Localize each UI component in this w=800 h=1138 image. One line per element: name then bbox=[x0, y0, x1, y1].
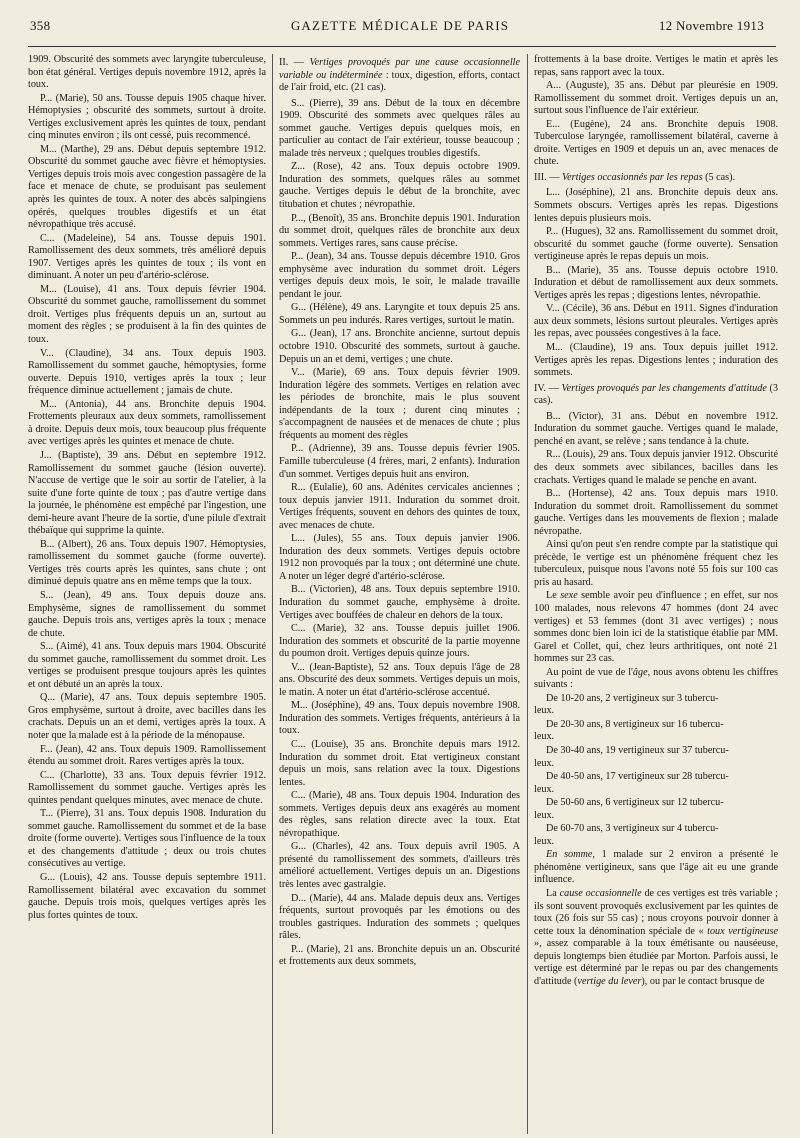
age-stat-line: leux. bbox=[534, 731, 555, 743]
case-paragraph: T... (Pierre), 31 ans. Toux depuis 1908. Induration du sommet gauche. Ramollissement du sommet et de la base droite (forme ouverte). Vertiges sous l'influence de la toux et des changements d'attitude ; deux ou trois chutes consécutives au vertige. bbox=[28, 808, 266, 870]
age-stat-list bbox=[534, 693, 778, 849]
case-paragraph: C... (Marie), 32 ans. Tousse depuis juillet 1906. Induration des sommets et obscurité de la partie moyenne du poumon droit. Vertiges depuis quinze jours. bbox=[279, 623, 520, 660]
case-paragraph: P... (Marie), 21 ans. Bronchite depuis un an. Obscurité et frottements aux deux sommets, bbox=[279, 943, 520, 968]
age-stat-line: De 50-60 ans, 6 vertigineux sur 12 tubercu- bbox=[546, 797, 724, 809]
text-run: Le bbox=[546, 590, 561, 602]
case-paragraph: M... (Claudine), 19 ans. Toux depuis juillet 1912. Vertiges après les repas. Digestions lentes ; induration des sommets. bbox=[534, 342, 778, 379]
case-paragraph: P..., (Benoît), 35 ans. Bronchite depuis 1901. Induration du sommet droit, quelques râles de bronchite aux deux sommets. Vertiges rares, sans cause précise. bbox=[279, 212, 520, 249]
case-paragraph: M... (Antonia), 44 ans. Bronchite depuis 1904. Frottements pleuraux aux deux sommets, ramollissement à droite. Depuis deux mois, toux beaucoup plus fréquente avec vertiges après les quintes et menace de chute. bbox=[28, 398, 266, 448]
column-divider bbox=[527, 54, 528, 1134]
emphasis: cause occasionnelle bbox=[559, 888, 642, 899]
emphasis: vertige du lever bbox=[577, 975, 642, 987]
case-paragraph: S... (Aimé), 41 ans. Toux depuis mars 1904. Obscurité du sommet gauche, ramollissement du sommet droit. Les vertiges se produisent presque toujours après les quintes et ont débuté un an après la toux. bbox=[28, 641, 266, 690]
case-paragraph: B... (Victor), 31 ans. Début en novembre 1912. Induration du sommet gauche. Vertiges quand le malade, penché en avant, se relève ; sans tendance à la chute. bbox=[534, 410, 778, 447]
column-divider bbox=[272, 54, 273, 1134]
section-number: III. — bbox=[534, 171, 560, 183]
section-title: Vertiges provoqués par les changements d'attitude bbox=[561, 382, 767, 394]
age-stat-line: leux. bbox=[534, 835, 555, 847]
case-paragraph: B... (Albert), 26 ans. Toux depuis 1907. Hémoptysies, ramollissement du sommet gauche (forme ouverte). Vertiges très courts après les quintes, sans chute ; ont diminué depuis quatre ans en même temps que la toux. bbox=[28, 538, 266, 588]
case-paragraph: G... (Jean), 17 ans. Bronchite ancienne, surtout depuis octobre 1910. Obscurité des sommets, surtout à gauche. Depuis un an et demi, vertiges ; une chute. bbox=[279, 328, 520, 365]
age-stat-line: De 10-20 ans, 2 vertigineux sur 3 tubercu- bbox=[546, 692, 719, 704]
age-stat-line: leux. bbox=[534, 757, 555, 769]
case-paragraph: F... (Jean), 42 ans. Toux depuis 1909. Ramollissement étendu au sommet droit. Rares vertiges après la toux. bbox=[28, 743, 266, 768]
section-subtitle: : toux, digestion, efforts, contact de l'air froid, etc. (21 cas). bbox=[279, 69, 520, 94]
case-paragraph: J... (Baptiste), 39 ans. Début en septembre 1912. Ramollissement du sommet gauche (lésion ouverte). N'accuse de vertige que le soir au sortir de l'atelier, à la suite d'une forte quinte de toux ; pas d'autre vertige dans la journée, le phénomène est empêché par l'ingestion, une demi-heure avant l'heure de la sortie, d'une pilule d'extrait thébaïque qui supprime la quinte. bbox=[28, 449, 266, 537]
age-stat-line: leux. bbox=[534, 783, 555, 795]
case-paragraph: E... (Eugène), 24 ans. Bronchite depuis 1908. Tuberculose laryngée, ramollissement bilatéral, caverne à droite. Vertiges en 1909 et depuis un an, avec menaces de chute. bbox=[534, 118, 778, 168]
case-paragraph: C... (Charlotte), 33 ans. Toux depuis février 1912. Ramollissement du sommet gauche. Vertiges après les quintes pendant quelques minutes, avec menace de chute. bbox=[28, 769, 266, 806]
case-paragraph: R... (Eulalie), 60 ans. Adénites cervicales anciennes ; toux depuis janvier 1911. Induration du sommet droit. Vertiges fréquents, souvent en dehors des quintes de toux, avec menaces de chute. bbox=[279, 482, 520, 531]
case-paragraph: B... (Hortense), 42 ans. Toux depuis mars 1910. Induration du sommet droit. Ramollissement du sommet gauche. Vertiges dans les mouvements de flexion ; malade névropathe. bbox=[534, 488, 778, 537]
emphasis: En somme, bbox=[546, 849, 595, 861]
case-paragraph: S... (Pierre), 39 ans. Début de la toux en décembre 1909. Obscurité des sommets avec quelques râles au sommet gauche. Vertiges depuis quelques mois, en particulier au contact de l'air extérieur, tousse beaucoup ; malade très nerveux ; quelques troubles digestifs. bbox=[279, 97, 520, 159]
case-paragraph: G... (Charles), 42 ans. Toux depuis avril 1905. A présenté du ramollissement des sommets, d'ailleurs très amélioré actuellement. Vertiges depuis un an. Digestions très lentes avec gastralgie. bbox=[279, 841, 520, 890]
case-paragraph: M... (Joséphine), 49 ans. Toux depuis novembre 1908. Induration des sommets. Vertiges fréquents, antérieurs à la toux. bbox=[279, 700, 520, 737]
running-header bbox=[0, 12, 800, 34]
case-paragraph: Z... (Rose), 42 ans. Toux depuis octobre 1909. Induration des sommets, quelques râles au sommet gauche. Vertiges depuis le début de la bronchite, avec titubation et chutes ; névropathie. bbox=[279, 161, 520, 211]
case-paragraph: M... (Marthe), 29 ans. Début depuis septembre 1912. Obscurité du sommet gauche avec fièvre et hémoptysies. Vertiges depuis trois mois avec congestion passagère de la face et menace de chute, se produisant pas seulement après les quintes de toux. A noter des abcès salpingiens opérés, quelques troubles digestifs et un état névropathique très accusé. bbox=[28, 143, 266, 231]
journal-title: GAZETTE MÉDICALE DE PARIS bbox=[290, 18, 510, 33]
column-middle bbox=[279, 54, 520, 1132]
case-paragraph: V... (Cécile), 36 ans. Début en 1911. Signes d'induration aux deux sommets, lésions surtout pleurales. Vertiges après les repas, avec poussées congestives à la face. bbox=[534, 303, 778, 340]
case-paragraph: G... (Hélène), 49 ans. Laryngite et toux depuis 25 ans. Sommets un peu indurés. Rares vertiges, surtout le matin. bbox=[279, 302, 520, 326]
case-paragraph: Q... (Marie), 47 ans. Toux depuis septembre 1905. Gros emphysème, surtout à droite, avec bacilles dans les crachats. Depuis un an et demi, vertiges après la toux. A noter que la malade est à la période de la ménopause. bbox=[28, 692, 266, 741]
section-number: II. — bbox=[279, 57, 305, 68]
case-paragraph: 1909. Obscurité des sommets avec laryngite tuberculeuse, bon état général. Vertiges depuis novembre 1912, après la toux. bbox=[28, 54, 266, 91]
age-stat-line: De 60-70 ans, 3 vertigineux sur 4 tubercu- bbox=[546, 823, 719, 835]
section-heading-iii bbox=[534, 172, 778, 185]
text-run: , nous avons obtenu les chiffres suivants : bbox=[534, 666, 778, 691]
emphasis: âge bbox=[632, 666, 648, 678]
case-paragraph: P... (Hugues), 32 ans. Ramollissement du sommet droit, obscurité du sommet gauche (forme ouverte). Sensation vertigineuse après le repas depuis un mois. bbox=[534, 226, 778, 263]
page-number: 358 bbox=[30, 18, 51, 33]
age-stat-line: leux. bbox=[534, 809, 555, 821]
text-run: 1 malade sur 2 environ a présenté le phénomène vertigineux, sans que l'âge ait eu une grande influence. bbox=[534, 849, 778, 886]
summary-paragraph: Ainsi qu'on peut s'en rendre compte par la statistique qui précède, le vertige est un phénomène fréquent chez les tuberculeux, puisque nous l'avons noté 55 fois sur 100 cas pris au hasard. bbox=[534, 539, 778, 588]
case-paragraph: C... (Marie), 48 ans. Toux depuis 1904. Induration des sommets. Vertiges depuis deux ans exagérés au moment des règles, sans relation directe avec la toux. Etat névropathique. bbox=[279, 790, 520, 839]
conclusion-paragraph bbox=[534, 849, 778, 887]
case-paragraph: M... (Louise), 41 ans. Toux depuis février 1904. Obscurité du sommet gauche, ramollissement du sommet droit. Vertiges plus fréquents depuis un an, surtout au moment des règles ; se produisent à la fin des quintes de toux. bbox=[28, 283, 266, 346]
case-paragraph: V... (Marie), 69 ans. Toux depuis février 1909. Induration légère des sommets. Vertiges en relation avec les périodes de bronchite, mais le plus souvent indépendants de la toux ; durent cinq minutes ; s'accompagnent de nausées et de menaces de chute ; plus fréquents au moment des règles bbox=[279, 367, 520, 441]
case-paragraph: B... (Victorien), 48 ans. Toux depuis septembre 1910. Induration du sommet gauche, emphysème à droite. Vertiges avec bouffées de chaleur en dehors de la toux. bbox=[279, 584, 520, 621]
cause-paragraph bbox=[534, 888, 778, 988]
text-run: de ces vertiges est très variable ; ils sont souvent provoqués exclusivement par les quintes de toux (26 fois sur 55 cas) ; nous croyons pouvoir donner à cette toux la dénomination spéciale de « bbox=[534, 888, 778, 937]
text-run: ), ou par le contact brusque de bbox=[641, 975, 765, 987]
age-stat-line: De 20-30 ans, 8 vertigineux sur 16 tubercu- bbox=[546, 718, 724, 730]
case-paragraph: frottements à la base droite. Vertiges le matin et après les repas, sans rapport avec la toux. bbox=[534, 54, 778, 78]
section-title: Vertiges occasionnés par les repas bbox=[562, 171, 703, 183]
age-stat-line: leux. bbox=[534, 705, 555, 717]
case-paragraph: R... (Louis), 29 ans. Toux depuis janvier 1912. Obscurité des deux sommets avec sibilances, bacilles dans les crachats. Vertiges quand le malade se penche en avant. bbox=[534, 449, 778, 486]
case-paragraph: P... (Adrienne), 39 ans. Tousse depuis février 1905. Famille tuberculeuse (4 frères, mari, 2 enfants). Induration d'un sommet. Vertiges depuis huit ans environ. bbox=[279, 443, 520, 480]
case-paragraph: C... (Madeleine), 54 ans. Tousse depuis 1901. Ramollissement des deux sommets, très amélioré depuis 1907. Vertiges après les quintes de toux ; ils vont en diminuant. A noter un peu d'artério-sclérose. bbox=[28, 232, 266, 282]
case-paragraph: A... (Auguste), 35 ans. Début par pleurésie en 1909. Ramollissement du sommet droit. Vertiges depuis un an, surtout sous l'influence de l'air extérieur. bbox=[534, 80, 778, 117]
text-run: semble avoir peu d'influence ; en effet, sur nos 100 malades, nous relevons 47 hommes (dont 24 avec vertiges) et 53 femmes (dont 31 avec vertiges) ; nous sommes donc bien loin ici de la statistique établie par MM. Garel et Collet, qui, chez leurs arthritiques, ont noté 21 hommes sur 23 cas. bbox=[534, 590, 778, 665]
column-right bbox=[534, 54, 778, 1132]
case-paragraph: V... (Jean-Baptiste), 52 ans. Toux depuis l'âge de 28 ans. Obscurité des deux sommets. Vertiges depuis un mois, le matin. A noter un état d'artério-sclérose accentué. bbox=[279, 661, 520, 698]
age-paragraph bbox=[534, 667, 778, 692]
text-run: Au point de vue de l' bbox=[546, 666, 633, 678]
issue-date: 12 Novembre 1913 bbox=[658, 18, 764, 33]
text-run: », assez comparable à la toux émétisante ou nauséeuse, depuis longtemps bien étudiée par Morton. Parfois aussi, le vertige est déterminé par le repas ou par des changements d'attitude ( bbox=[534, 938, 778, 987]
column-left bbox=[28, 54, 266, 1132]
case-paragraph: L... (Jules), 55 ans. Toux depuis janvier 1906. Induration des deux sommets. Vertiges depuis octobre 1912 non provoqués par la toux ; ont déterminé une chute. A noter un léger degré d'artério-sclérose. bbox=[279, 533, 520, 582]
text-run: La bbox=[546, 888, 560, 899]
sexe-paragraph bbox=[534, 590, 778, 665]
case-paragraph: G... (Louis), 42 ans. Tousse depuis septembre 1911. Ramollissement bilatéral avec excavation du sommet gauche. Depuis trois mois, quelques vertiges après les plus fortes quintes de toux. bbox=[28, 872, 266, 921]
case-paragraph: B... (Marie), 35 ans. Tousse depuis octobre 1910. Induration et début de ramollissement aux deux sommets. Vertiges après les repas ; digestions lentes, névropathie. bbox=[534, 264, 778, 301]
case-paragraph: C... (Louise), 35 ans. Bronchite depuis mars 1912. Induration du sommet droit. Etat vertigineux constant depuis un mois, sans relation avec la toux. Digestions lentes. bbox=[279, 738, 520, 788]
case-paragraph: S... (Jean), 49 ans. Toux depuis douze ans. Emphysème, signes de ramollissement du sommet gauche. Depuis trois ans, vertiges après la toux ; menace de chute. bbox=[28, 589, 266, 639]
case-paragraph: D... (Marie), 44 ans. Malade depuis deux ans. Vertiges fréquents, surtout provoqués par les émotions ou des troubles gastriques. Induration des sommets ; quelques râles. bbox=[279, 892, 520, 942]
age-stat-line: De 40-50 ans, 17 vertigineux sur 28 tubercu- bbox=[546, 771, 729, 783]
header-rule bbox=[28, 46, 776, 47]
case-paragraph: V... (Claudine), 34 ans. Toux depuis 1903. Ramollissement du sommet gauche, hémoptysies, forme ouverte. Depuis 1910, vertiges après la toux ; leur fréquence diminue actuellement ; jamais de chute. bbox=[28, 347, 266, 397]
section-number: IV. — bbox=[534, 382, 559, 394]
section-subtitle: (5 cas). bbox=[702, 171, 736, 183]
emphasis: sexe bbox=[560, 590, 578, 602]
section-heading-ii bbox=[279, 57, 520, 95]
section-heading-iv bbox=[534, 383, 778, 408]
case-paragraph: L... (Joséphine), 21 ans. Bronchite depuis deux ans. Sommets obscurs. Vertiges après les repas. Digestions lentes depuis plusieurs mois. bbox=[534, 187, 778, 224]
case-paragraph: P... (Jean), 34 ans. Tousse depuis décembre 1910. Gros emphysème avec induration du sommet droit. Légers vertiges depuis deux mois, le soir, le malade travaille pendant le jour. bbox=[279, 251, 520, 300]
case-paragraph: P... (Marie), 50 ans. Tousse depuis 1905 chaque hiver. Hémoptysies ; obscurité des sommets, surtout à droite. Vertiges exclusivement après les quintes de toux, pendant cinq minutes environ ; ils ont cessé, puis recommencé. bbox=[28, 92, 266, 142]
section-subtitle: (3 cas). bbox=[534, 382, 778, 407]
emphasis: toux vertigineuse bbox=[707, 925, 778, 937]
age-stat-line: De 30-40 ans, 19 vertigineux sur 37 tubercu- bbox=[546, 744, 729, 756]
section-title: Vertiges provoqués par une cause occasionnelle variable ou indéterminée bbox=[279, 57, 520, 81]
